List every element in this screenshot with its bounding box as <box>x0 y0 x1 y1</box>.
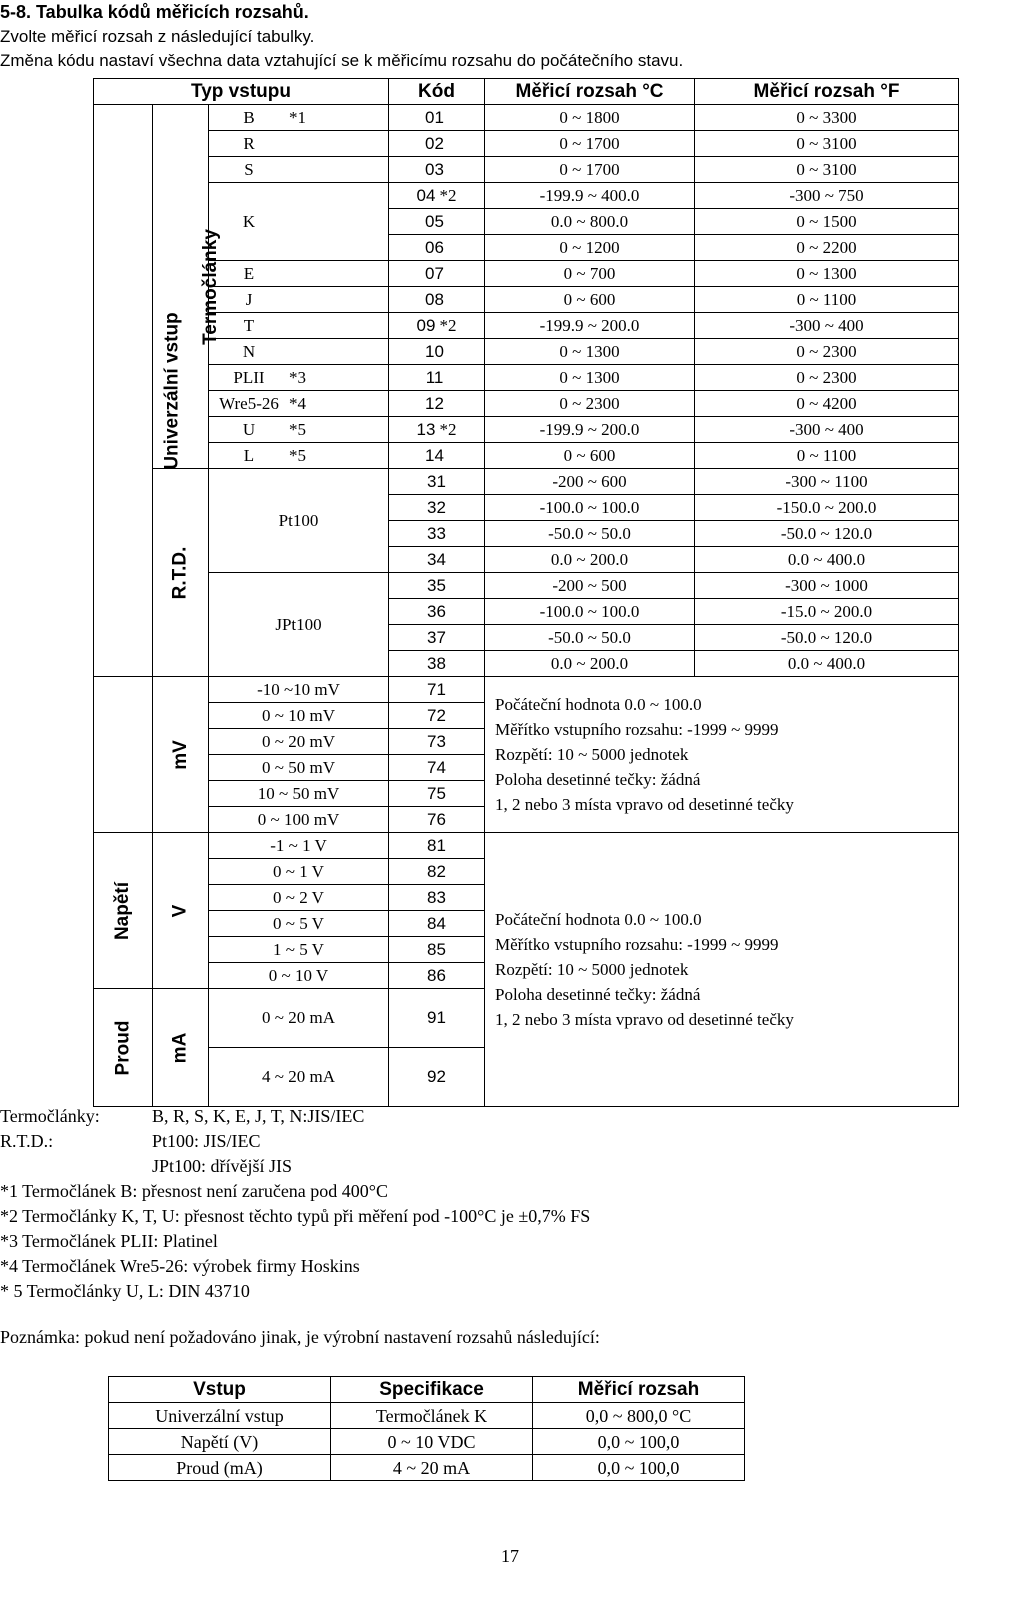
range-note-cell <box>485 677 959 833</box>
range-f-cell: 0 ~ 3100 <box>695 131 959 157</box>
input-type-cell: 10 ~ 50 mV <box>209 781 389 807</box>
table-row <box>94 339 959 365</box>
defaults-header-spec: Specifikace <box>331 1377 533 1403</box>
range-f-cell: 0 ~ 3300 <box>695 105 959 131</box>
thermocouple-type: PLII <box>233 367 265 387</box>
input-type-cell: 0 ~ 2 V <box>209 885 389 911</box>
table-row <box>94 677 959 703</box>
defaults-cell: 0,0 ~ 100,0 <box>533 1455 745 1481</box>
thermocouple-type: N <box>242 341 256 361</box>
code-footnote-mark: *2 <box>439 315 457 335</box>
range-note-line: Rozpětí: 10 ~ 5000 jednotek <box>495 745 689 764</box>
range-f-cell: 0 ~ 3100 <box>695 157 959 183</box>
code-cell: 37 <box>389 625 485 651</box>
range-f-cell: 0 ~ 2200 <box>695 235 959 261</box>
code-cell: 38 <box>389 651 485 677</box>
input-type-cell: 1 ~ 5 V <box>209 937 389 963</box>
code-value: 02 <box>425 133 444 153</box>
header-range-f: Měřicí rozsah °F <box>695 79 959 105</box>
group-v-label: V <box>169 904 191 917</box>
table-row <box>94 443 959 469</box>
footnote-row <box>0 1129 590 1154</box>
range-c-cell: 0.0 ~ 800.0 <box>485 209 695 235</box>
input-type-cell: 0 ~ 20 mA <box>209 989 389 1048</box>
range-c-cell: 0.0 ~ 200.0 <box>485 547 695 573</box>
input-type-cell: 0 ~ 50 mV <box>209 755 389 781</box>
input-type-cell <box>209 261 389 287</box>
input-type-cell: -10 ~10 mV <box>209 677 389 703</box>
code-cell: 76 <box>389 807 485 833</box>
table-row <box>94 183 959 209</box>
range-f-cell: -50.0 ~ 120.0 <box>695 521 959 547</box>
range-c-cell: 0 ~ 1700 <box>485 131 695 157</box>
footnote-key: Termočlánky: <box>0 1106 100 1126</box>
input-type-cell <box>209 313 389 339</box>
range-f-cell: 0.0 ~ 400.0 <box>695 651 959 677</box>
range-table-body <box>94 105 959 1107</box>
group-mv <box>153 677 209 833</box>
range-note-line: Měřítko vstupního rozsahu: -1999 ~ 9999 <box>495 720 779 739</box>
table-row <box>94 469 959 495</box>
thermocouple-type: L <box>243 445 255 465</box>
range-c-cell: 0 ~ 600 <box>485 443 695 469</box>
rtd-type-cell: JPt100 <box>209 573 389 677</box>
code-cell <box>389 131 485 157</box>
defaults-cell: 4 ~ 20 mA <box>331 1455 533 1481</box>
code-value: 07 <box>425 263 444 283</box>
table-row <box>94 391 959 417</box>
range-note-line: 1, 2 nebo 3 místa vpravo od desetinné tečky <box>495 795 794 814</box>
code-cell: 73 <box>389 729 485 755</box>
footnote-value: B, R, S, K, E, J, T, N:JIS/IEC <box>152 1106 365 1126</box>
table-row <box>94 157 959 183</box>
group-voltage <box>94 833 153 989</box>
input-type-cell <box>209 417 389 443</box>
range-f-cell: -300 ~ 750 <box>695 183 959 209</box>
code-cell <box>389 105 485 131</box>
range-f-cell: 0 ~ 1300 <box>695 261 959 287</box>
input-type-cell <box>209 131 389 157</box>
header-input-type: Typ vstupu <box>94 79 389 105</box>
factory-defaults-table <box>108 1376 745 1481</box>
range-f-cell: -300 ~ 1000 <box>695 573 959 599</box>
defaults-header-range: Měřicí rozsah <box>533 1377 745 1403</box>
thermocouple-type: S <box>244 159 254 179</box>
input-type-cell <box>209 391 389 417</box>
range-f-cell: -50.0 ~ 120.0 <box>695 625 959 651</box>
range-c-cell: 0 ~ 1200 <box>485 235 695 261</box>
range-c-cell: 0 ~ 1800 <box>485 105 695 131</box>
group-rtd <box>153 469 209 677</box>
code-footnote-mark: *2 <box>439 419 457 439</box>
thermocouple-type: R <box>243 133 255 153</box>
footnote-value: Pt100: JIS/IEC <box>152 1131 261 1151</box>
group-v <box>153 833 209 989</box>
code-cell <box>389 157 485 183</box>
range-c-cell: -199.9 ~ 400.0 <box>485 183 695 209</box>
code-cell <box>389 339 485 365</box>
section-heading: 5-8. Tabulka kódů měřicích rozsahů. <box>0 2 309 22</box>
table-row <box>94 417 959 443</box>
range-c-cell: 0 ~ 2300 <box>485 391 695 417</box>
range-f-cell: 0 ~ 1100 <box>695 443 959 469</box>
range-c-cell: -199.9 ~ 200.0 <box>485 417 695 443</box>
defaults-cell: Napětí (V) <box>109 1429 331 1455</box>
footnote-note: * 5 Termočlánky U, L: DIN 43710 <box>0 1281 250 1301</box>
table-row <box>94 261 959 287</box>
code-value: 03 <box>425 159 444 179</box>
code-cell: 32 <box>389 495 485 521</box>
table-row <box>94 287 959 313</box>
group-voltage-label: Napětí <box>112 881 134 940</box>
code-cell: 75 <box>389 781 485 807</box>
range-f-cell: -300 ~ 400 <box>695 313 959 339</box>
input-type-cell <box>209 365 389 391</box>
range-f-cell: -300 ~ 400 <box>695 417 959 443</box>
code-cell <box>389 209 485 235</box>
range-f-cell: 0.0 ~ 400.0 <box>695 547 959 573</box>
range-c-cell: -100.0 ~ 100.0 <box>485 599 695 625</box>
defaults-cell: Proud (mA) <box>109 1455 331 1481</box>
input-type-cell <box>209 443 389 469</box>
defaults-cell: Termočlánek K <box>331 1403 533 1429</box>
input-type-cell: 0 ~ 100 mV <box>209 807 389 833</box>
group-mv-label: mV <box>169 739 191 770</box>
footnote-row <box>0 1154 590 1179</box>
defaults-header-input: Vstup <box>109 1377 331 1403</box>
input-type-cell <box>209 287 389 313</box>
thermocouple-type: J <box>245 289 253 309</box>
range-f-cell: -15.0 ~ 200.0 <box>695 599 959 625</box>
table-row <box>94 833 959 859</box>
input-type-cell: -1 ~ 1 V <box>209 833 389 859</box>
footnotes <box>0 1104 590 1304</box>
range-f-cell: 0 ~ 2300 <box>695 365 959 391</box>
rtd-type-cell: Pt100 <box>209 469 389 573</box>
code-value: 01 <box>425 107 444 127</box>
range-code-table <box>93 78 959 1107</box>
type-footnote-mark: *1 <box>289 107 306 127</box>
code-cell: 85 <box>389 937 485 963</box>
footnote-note: *4 Termočlánek Wre5-26: výrobek firmy Hoskins <box>0 1256 360 1276</box>
code-cell: 36 <box>389 599 485 625</box>
range-c-cell: 0 ~ 700 <box>485 261 695 287</box>
code-cell: 91 <box>389 989 485 1048</box>
range-note-line: Měřítko vstupního rozsahu: -1999 ~ 9999 <box>495 935 779 954</box>
table-row <box>94 365 959 391</box>
code-value: 14 <box>425 445 444 465</box>
code-cell: 82 <box>389 859 485 885</box>
code-value: 13 <box>416 419 436 439</box>
code-cell: 74 <box>389 755 485 781</box>
input-type-cell: 0 ~ 10 V <box>209 963 389 989</box>
remark-text: Poznámka: pokud není požadováno jinak, je výrobní nastavení rozsahů následující: <box>0 1327 600 1347</box>
range-c-cell: 0 ~ 1700 <box>485 157 695 183</box>
range-note-line: Poloha desetinné tečky: žádná <box>495 770 701 789</box>
group-universal-input-label: Univerzální vstup <box>161 311 183 470</box>
range-note-line: Počáteční hodnota 0.0 ~ 100.0 <box>495 910 702 929</box>
group-ma-label: mA <box>169 1032 191 1063</box>
defaults-row <box>109 1403 745 1429</box>
table-row <box>94 131 959 157</box>
code-cell: 35 <box>389 573 485 599</box>
footnote-key: R.T.D.: <box>0 1131 54 1151</box>
input-type-cell: 0 ~ 20 mV <box>209 729 389 755</box>
intro-line-1: Zvolte měřicí rozsah z následující tabulky. <box>0 27 315 46</box>
code-value: 08 <box>425 289 444 309</box>
defaults-row <box>109 1455 745 1481</box>
range-f-cell: 0 ~ 1100 <box>695 287 959 313</box>
code-cell <box>389 391 485 417</box>
header-code: Kód <box>389 79 485 105</box>
footnote-row <box>0 1104 590 1129</box>
range-c-cell: -200 ~ 500 <box>485 573 695 599</box>
range-c-cell: -100.0 ~ 100.0 <box>485 495 695 521</box>
input-type-cell: 0 ~ 1 V <box>209 859 389 885</box>
code-cell: 81 <box>389 833 485 859</box>
code-value: 06 <box>425 237 444 257</box>
type-footnote-mark: *3 <box>289 367 306 387</box>
table-header-row <box>94 79 959 105</box>
code-cell: 33 <box>389 521 485 547</box>
code-cell <box>389 417 485 443</box>
code-footnote-mark: *2 <box>439 185 457 205</box>
range-c-cell: 0 ~ 1300 <box>485 365 695 391</box>
code-cell: 84 <box>389 911 485 937</box>
code-cell: 86 <box>389 963 485 989</box>
range-f-cell: 0 ~ 4200 <box>695 391 959 417</box>
code-cell <box>389 443 485 469</box>
defaults-cell: 0,0 ~ 100,0 <box>533 1429 745 1455</box>
input-type-cell <box>209 105 389 131</box>
defaults-cell: 0,0 ~ 800,0 °C <box>533 1403 745 1429</box>
group-thermocouples-label: Termočlánky <box>199 228 221 345</box>
range-c-cell: -50.0 ~ 50.0 <box>485 521 695 547</box>
defaults-header-row <box>109 1377 745 1403</box>
range-note-cell <box>485 833 959 1107</box>
header-range-c: Měřicí rozsah °C <box>485 79 695 105</box>
group-current-label: Proud <box>111 1020 133 1075</box>
code-cell <box>389 287 485 313</box>
code-cell <box>389 183 485 209</box>
code-value: 05 <box>425 211 444 231</box>
range-c-cell: -50.0 ~ 50.0 <box>485 625 695 651</box>
code-cell <box>389 365 485 391</box>
code-cell: 71 <box>389 677 485 703</box>
thermocouple-type: E <box>243 263 255 283</box>
type-footnote-mark: *5 <box>289 445 306 465</box>
defaults-cell: 0 ~ 10 VDC <box>331 1429 533 1455</box>
thermocouple-type: Wre5-26 <box>219 393 279 413</box>
table-row <box>94 313 959 339</box>
range-f-cell: -150.0 ~ 200.0 <box>695 495 959 521</box>
code-value: 09 <box>416 315 436 335</box>
thermocouple-type: U <box>242 419 256 439</box>
thermocouple-type: K <box>242 211 256 231</box>
page-number: 17 <box>501 1546 519 1566</box>
input-type-cell: 0 ~ 10 mV <box>209 703 389 729</box>
range-c-cell: -200 ~ 600 <box>485 469 695 495</box>
range-note-line: Poloha desetinné tečky: žádná <box>495 985 701 1004</box>
type-footnote-mark: *5 <box>289 419 306 439</box>
range-f-cell: -300 ~ 1100 <box>695 469 959 495</box>
group-rtd-label: R.T.D. <box>169 546 191 599</box>
group-ma <box>153 989 209 1107</box>
input-type-cell: 4 ~ 20 mA <box>209 1048 389 1107</box>
footnote-value: JPt100: dřívější JIS <box>152 1156 293 1176</box>
range-note-line: Rozpětí: 10 ~ 5000 jednotek <box>495 960 689 979</box>
range-f-cell: 0 ~ 2300 <box>695 339 959 365</box>
range-c-cell: -199.9 ~ 200.0 <box>485 313 695 339</box>
code-cell: 72 <box>389 703 485 729</box>
code-cell: 92 <box>389 1048 485 1107</box>
input-type-cell <box>209 339 389 365</box>
intro-line-2: Změna kódu nastaví všechna data vztahující se k měřicímu rozsahu do počátečního stavu. <box>0 51 684 70</box>
group-universal-blank <box>94 677 153 833</box>
code-cell: 34 <box>389 547 485 573</box>
input-type-cell <box>209 183 389 261</box>
range-note-line: Počáteční hodnota 0.0 ~ 100.0 <box>495 695 702 714</box>
code-cell <box>389 235 485 261</box>
range-note-line: 1, 2 nebo 3 místa vpravo od desetinné tečky <box>495 1010 794 1029</box>
range-c-cell: 0 ~ 1300 <box>485 339 695 365</box>
table-row <box>94 573 959 599</box>
defaults-row <box>109 1429 745 1455</box>
code-value: 11 <box>425 367 444 387</box>
code-cell: 83 <box>389 885 485 911</box>
thermocouple-type: T <box>243 315 255 335</box>
code-value: 04 <box>416 185 436 205</box>
code-value: 10 <box>425 341 444 361</box>
range-c-cell: 0.0 ~ 200.0 <box>485 651 695 677</box>
code-cell: 31 <box>389 469 485 495</box>
range-c-cell: 0 ~ 600 <box>485 287 695 313</box>
code-cell <box>389 313 485 339</box>
type-footnote-mark: *4 <box>289 393 306 413</box>
table-row <box>94 105 959 131</box>
footnote-note: *2 Termočlánky K, T, U: přesnost těchto typů při měření pod -100°C je ±0,7% FS <box>0 1206 591 1226</box>
footnote-note: *1 Termočlánek B: přesnost není zaručena pod 400°C <box>0 1181 389 1201</box>
code-cell <box>389 261 485 287</box>
thermocouple-type: B <box>243 107 255 127</box>
defaults-cell: Univerzální vstup <box>109 1403 331 1429</box>
code-value: 12 <box>425 393 444 413</box>
range-f-cell: 0 ~ 1500 <box>695 209 959 235</box>
footnote-note: *3 Termočlánek PLII: Platinel <box>0 1231 218 1251</box>
group-current <box>94 989 153 1107</box>
input-type-cell: 0 ~ 5 V <box>209 911 389 937</box>
input-type-cell <box>209 157 389 183</box>
